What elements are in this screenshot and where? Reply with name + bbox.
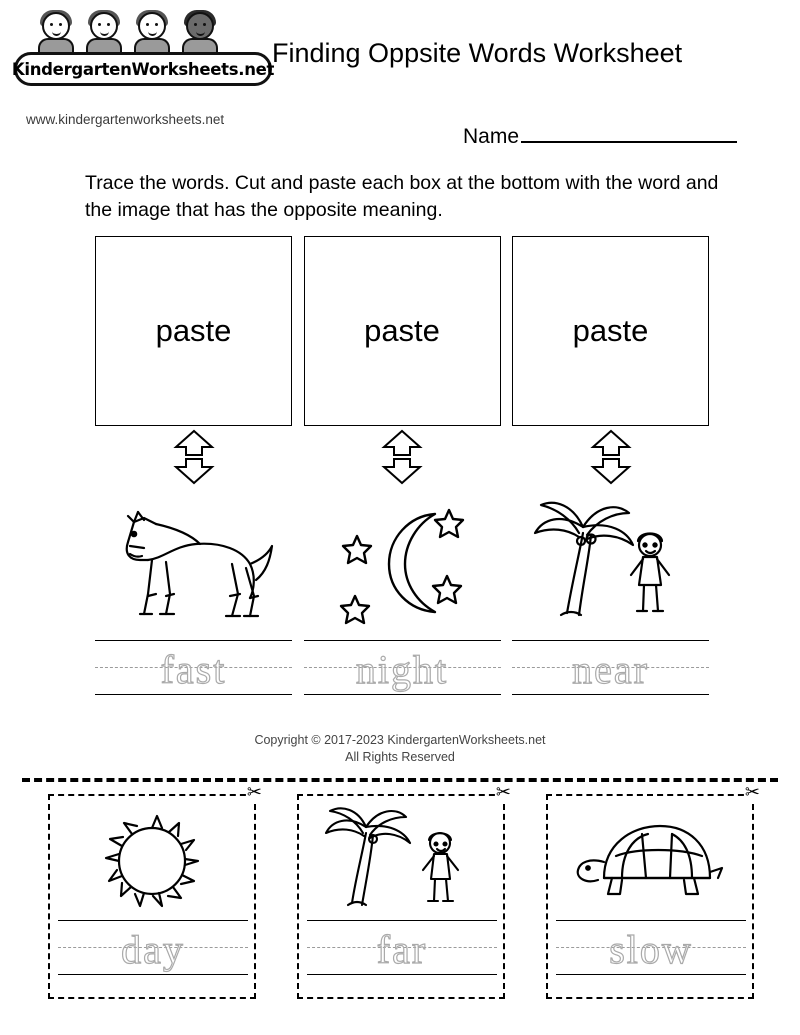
horse-icon bbox=[95, 488, 292, 638]
site-logo[interactable] bbox=[11, 8, 275, 86]
four-kids-icon bbox=[36, 8, 251, 58]
trace-line-group bbox=[95, 640, 292, 702]
sun-icon bbox=[58, 802, 246, 920]
copyright-block bbox=[0, 732, 800, 766]
trace-word[interactable]: day bbox=[121, 927, 185, 972]
paste-box[interactable] bbox=[95, 236, 292, 426]
name-blank-line[interactable] bbox=[521, 124, 737, 143]
scissors-icon: ✂ bbox=[744, 782, 760, 803]
trace-line-group bbox=[307, 920, 497, 982]
cut-here-dashed-line bbox=[22, 778, 778, 782]
cutout-card[interactable] bbox=[297, 782, 511, 999]
site-url: www.kindergartenworksheets.net bbox=[26, 112, 225, 127]
paste-label: paste bbox=[155, 313, 232, 348]
paste-label: paste bbox=[572, 313, 649, 348]
turtle-icon bbox=[556, 802, 744, 920]
trace-word[interactable]: near bbox=[572, 647, 649, 692]
trace-word[interactable]: slow bbox=[609, 927, 693, 972]
page-header bbox=[0, 0, 800, 150]
paste-box[interactable] bbox=[304, 236, 501, 426]
trace-line-group bbox=[58, 920, 248, 982]
worksheet-columns bbox=[95, 236, 709, 702]
copyright-line-1: Copyright © 2017-2023 KindergartenWorksheets.net bbox=[254, 733, 546, 747]
cutout-card[interactable] bbox=[546, 782, 760, 999]
trace-top-line bbox=[556, 920, 746, 921]
paste-box[interactable] bbox=[512, 236, 709, 426]
trace-bottom-line bbox=[307, 974, 497, 975]
logo-pill bbox=[11, 52, 275, 86]
trace-bottom-line bbox=[512, 694, 709, 695]
crescent-moon-and-stars-icon bbox=[304, 488, 501, 638]
trace-bottom-line bbox=[304, 694, 501, 695]
name-field bbox=[463, 124, 737, 149]
paste-label: paste bbox=[364, 313, 440, 348]
trace-bottom-line bbox=[95, 694, 292, 695]
trace-top-line bbox=[304, 640, 501, 641]
up-down-arrow-icon bbox=[304, 426, 501, 488]
up-down-arrow-icon bbox=[512, 426, 709, 488]
page-title: Finding Oppsite Words Worksheet bbox=[272, 38, 683, 68]
trace-word[interactable]: night bbox=[355, 647, 449, 692]
trace-top-line bbox=[95, 640, 292, 641]
trace-bottom-line bbox=[58, 974, 248, 975]
trace-top-line bbox=[512, 640, 709, 641]
cutout-cards bbox=[48, 782, 760, 999]
scissors-icon: ✂ bbox=[246, 782, 262, 803]
trace-top-line bbox=[307, 920, 497, 921]
palm-tree-with-boy-icon bbox=[307, 802, 495, 920]
trace-top-line bbox=[58, 920, 248, 921]
copyright-line-2: All Rights Reserved bbox=[345, 750, 455, 764]
worksheet-column bbox=[512, 236, 709, 702]
up-down-arrow-icon bbox=[95, 426, 292, 488]
trace-line-group bbox=[512, 640, 709, 702]
palm-tree-with-boy-icon bbox=[512, 488, 709, 638]
trace-line-group bbox=[556, 920, 746, 982]
instructions-text: Trace the words. Cut and paste each box at the bottom with the word and the image that has the opposite meaning. bbox=[85, 172, 719, 221]
trace-word[interactable]: fast bbox=[160, 647, 227, 692]
trace-word[interactable]: far bbox=[376, 927, 428, 972]
brand-name: KindergartenWorksheets.net bbox=[11, 59, 275, 79]
name-label: Name bbox=[463, 125, 520, 148]
worksheet-column bbox=[304, 236, 501, 702]
trace-bottom-line bbox=[556, 974, 746, 975]
scissors-icon: ✂ bbox=[495, 782, 511, 803]
worksheet-column bbox=[95, 236, 292, 702]
cutout-card[interactable] bbox=[48, 782, 262, 999]
trace-line-group bbox=[304, 640, 501, 702]
